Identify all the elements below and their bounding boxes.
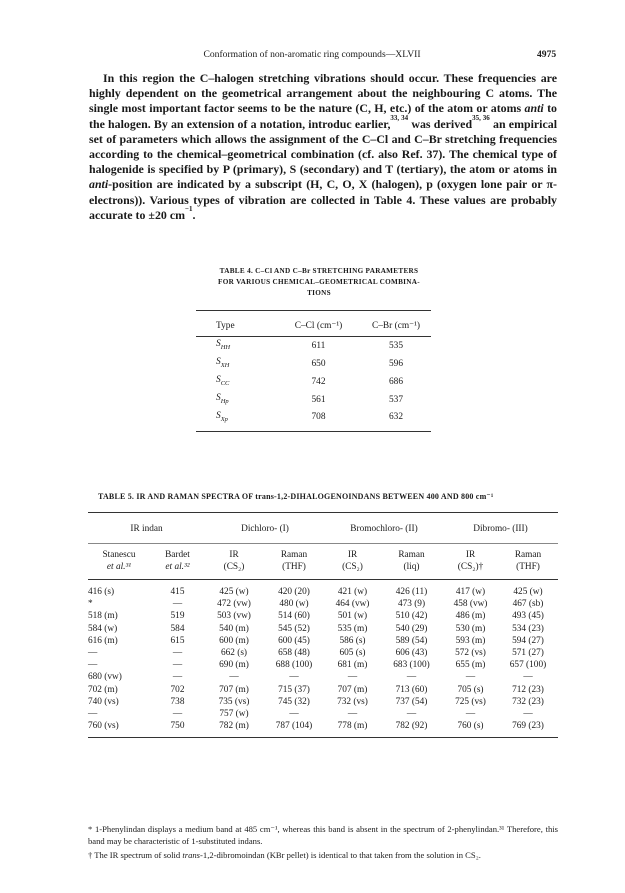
- table5-cell: —: [406, 672, 417, 683]
- table5-cell: 787 (104): [263, 720, 325, 738]
- table5-cell: 707 (m): [337, 684, 368, 695]
- table4-cell: 537: [388, 394, 404, 405]
- table5-sub-header: (CS₂)†: [443, 561, 498, 580]
- table5-cell: 518 (m): [88, 611, 118, 622]
- table5-cell: —: [523, 709, 533, 720]
- table5-cell: 584: [170, 623, 185, 634]
- table5-cell: —: [88, 648, 98, 659]
- table5-cell: 593 (m): [455, 635, 486, 646]
- table4-row: [196, 373, 431, 391]
- table4-cell: 742: [311, 376, 326, 387]
- table5-row: [88, 720, 558, 738]
- table5-sub-header: Bardet: [165, 550, 190, 560]
- table5-cell: 707 (m): [219, 684, 249, 695]
- table5-cell: 738: [170, 696, 185, 707]
- table5-row: [88, 623, 558, 635]
- table5-cell: 657 (100): [509, 660, 547, 671]
- table5-cell: 769 (23): [498, 720, 558, 738]
- table5-cell: *: [88, 599, 93, 610]
- table5-cell: 600 (m): [219, 635, 249, 646]
- table4-caption: TABLE 4. C–Cl AND C–Br STRETCHING PARAMETERS FOR VARIOUS CHEMICAL–GEOMETRICAL COMBINA- TIONS: [218, 267, 420, 297]
- table5-cell: 416 (s): [88, 587, 115, 597]
- table5-cell: —: [172, 672, 183, 683]
- table5-cell: 606 (43): [395, 648, 428, 659]
- table5-cell: 417 (w): [455, 587, 486, 597]
- table5-cell: 425 (w): [513, 587, 543, 597]
- table5-row: [88, 708, 558, 720]
- table5-cell: 690 (m): [219, 660, 249, 671]
- footnote-asterisk: * 1-Phenylindan displays a medium band at 485 cm⁻¹, whereas this band is absent in the spectrum of 2-phenylindan.³¹ Therefore, this band may be characteristic of 1-substituted indans.: [88, 824, 558, 846]
- table4-cell: 632: [361, 409, 431, 432]
- table5-cell: —: [229, 672, 239, 683]
- table5-sub-header: Raman: [280, 550, 308, 560]
- table5-cell: 415: [170, 587, 185, 597]
- table5-cell: 740 (vs): [88, 696, 119, 707]
- table4-cell: $S_{XH}$: [216, 356, 230, 369]
- table5-group-header: Bromochloro- (II): [325, 513, 443, 544]
- table5-sub-header: Stanescu: [102, 550, 136, 560]
- table5-cell: 732 (23): [512, 696, 544, 707]
- table5-cell: 713 (60): [395, 684, 428, 695]
- table5-row: [88, 659, 558, 671]
- table5-group-header: Dibromo- (III): [443, 513, 558, 544]
- table4-cell: 686: [388, 376, 404, 387]
- table5-cell: 662 (s): [220, 648, 248, 659]
- table5-row: [88, 580, 558, 599]
- table4-cell: 561: [311, 394, 326, 405]
- table5-sub-header: IR: [465, 550, 476, 560]
- table5-cell: 503 (vw): [217, 611, 251, 622]
- table5-group-header: IR indan: [88, 513, 205, 544]
- table4-row: [196, 337, 431, 355]
- table5-cell: 501 (w): [337, 611, 368, 622]
- table5-cell: 486 (m): [455, 611, 486, 622]
- running-head: Conformation of non-aromatic ring compounds—XLVII: [203, 49, 421, 60]
- table5-cell: 655 (m): [455, 660, 486, 671]
- table5-cell: 757 (w): [219, 709, 249, 720]
- table5-cell: 705 (s): [457, 684, 484, 695]
- table4-cell: $S_{Hp}$: [216, 392, 229, 405]
- table5-cell: 715 (37): [278, 684, 310, 695]
- table5-cell: 425 (w): [219, 587, 249, 597]
- table4: [196, 310, 431, 432]
- table5-cell: —: [289, 672, 299, 683]
- table5-cell: 782 (92): [380, 720, 443, 738]
- table4-row: [196, 391, 431, 409]
- table5-cell: 615: [170, 635, 185, 646]
- table4-cell: $S_{Xp}$: [196, 409, 276, 432]
- table4-cell: $S_{HH}$: [216, 339, 231, 351]
- table5-cell: 616 (m): [88, 635, 118, 646]
- table4-header: Type: [196, 311, 276, 337]
- table5-cell: —: [289, 709, 299, 720]
- table4-cell: 596: [388, 358, 404, 369]
- table5-cell: 545 (52): [278, 623, 310, 634]
- table5-cell: —: [465, 709, 476, 720]
- table5-cell: 584 (w): [88, 623, 118, 634]
- table5-cell: 760 (s): [443, 720, 498, 738]
- table5-cell: 732 (vs): [337, 696, 368, 707]
- page-number: 4975: [537, 49, 557, 60]
- table4-header: C–Br (cm⁻¹): [361, 311, 431, 337]
- table5-sub-header: (CS₂): [205, 561, 263, 580]
- table5-cell: —: [465, 672, 476, 683]
- table5-cell: 530 (m): [455, 623, 486, 634]
- table5-row: [88, 598, 558, 610]
- table5-cell: 782 (m): [205, 720, 263, 738]
- table5-cell: 737 (54): [395, 696, 428, 707]
- table5-cell: 735 (vs): [218, 696, 250, 707]
- table5-cell: 572 (vs): [455, 648, 486, 659]
- table5-cell: 514 (60): [278, 611, 310, 622]
- table5-cell: 467 (sb): [512, 599, 544, 610]
- table5-group-header: Dichloro- (I): [205, 513, 325, 544]
- body-paragraph: In this region the C–halogen stretching vibrations should occur. These frequencies are highly dependent on the geometrical arrangement about the neighbouring C atoms. The single most important factor seems to be the nature (C, H, etc.) of the atom or atoms anti to the halogen. By an extension of a notation, introduc earlier,$^{33, 34}$ was derived$^{35, 36}$ an empirical set of parameters which allows the assignment of the C–Cl and C–Br stretching frequencies according to the chemical–geometrical combination (cf. also Ref. 37). The chemical type of halogenide is specified by P (primary), S (secondary) and T (tertiary), the atom or atoms in anti-position are indicated by a subscript (H, C, O, X (halogen), p (oxygen lone pair or π-electrons)). Various types of vibration are collected in Table 4. These values are probably accurate to ±20 $cm^{-1}$.: [89, 71, 558, 222]
- table5-cell: 464 (vw): [335, 599, 370, 610]
- table5-cell: 586 (s): [339, 635, 366, 646]
- table5-sub-header: (CS₂): [325, 561, 380, 580]
- table5-cell: —: [406, 709, 417, 720]
- table5-sub-header: (THF): [498, 561, 558, 580]
- table5-cell: 493 (45): [512, 611, 544, 622]
- table5-cell: 605 (s): [339, 648, 366, 659]
- table5-cell: 702 (m): [88, 684, 118, 695]
- table4-row: [196, 409, 431, 432]
- table5-sub-header: (liq): [380, 561, 443, 580]
- table5-cell: 745 (32): [278, 696, 310, 707]
- table4-cell: $S_{CC}$: [216, 374, 230, 387]
- table5-row: [88, 684, 558, 696]
- table5-cell: 778 (m): [325, 720, 380, 738]
- table5-sub-header: (THF): [263, 561, 325, 580]
- table5-cell: 535 (m): [337, 623, 368, 634]
- table5-cell: 760 (vs): [88, 720, 150, 738]
- table5-cell: 473 (9): [397, 599, 426, 610]
- table5-cell: —: [88, 660, 98, 671]
- table5-cell: 472 (vw): [217, 599, 251, 610]
- table5-row: [88, 635, 558, 647]
- table4-cell: 650: [311, 358, 326, 369]
- table5-cell: 702: [170, 684, 185, 695]
- table5-cell: 688 (100): [275, 660, 313, 671]
- table5-cell: 680 (vw): [88, 672, 122, 683]
- table5-cell: 681 (m): [337, 660, 368, 671]
- table5-cell: 420 (20): [278, 587, 310, 597]
- table5-cell: 600 (45): [278, 635, 310, 646]
- table5-cell: 571 (27): [512, 648, 544, 659]
- table5-sub-header: et al.³²: [150, 561, 205, 580]
- table5-cell: 725 (vs): [455, 696, 486, 707]
- table5-cell: 750: [150, 720, 205, 738]
- table4-cell: 611: [311, 340, 326, 351]
- table5-cell: 421 (w): [337, 587, 368, 597]
- footnote-dagger: † The IR spectrum of solid trans-1,2-dibromoindan (KBr pellet) is identical to that taken from the solution in CS₂.: [88, 850, 481, 860]
- table4-cell: 535: [388, 340, 404, 351]
- table4-header: C–Cl (cm⁻¹): [276, 311, 361, 337]
- table5-sub-header: IR: [347, 550, 358, 560]
- table5-cell: 480 (w): [279, 599, 309, 610]
- table5-row: [88, 671, 558, 683]
- table5-sub-header: Raman: [398, 550, 425, 560]
- table5-cell: —: [347, 672, 358, 683]
- table5-cell: 426 (11): [395, 587, 428, 597]
- table5-caption: TABLE 5. IR AND RAMAN SPECTRA OF trans-1,2-DIHALOGENOINDANS BETWEEN 400 AND 800 cm⁻¹: [98, 492, 494, 501]
- table5-cell: 458 (vw): [453, 599, 488, 610]
- table5-row: [88, 610, 558, 622]
- table5-cell: 683 (100): [393, 660, 430, 671]
- table5-cell: —: [88, 709, 98, 720]
- table4-cell: 708: [276, 409, 361, 432]
- table5-cell: —: [523, 672, 533, 683]
- table5-cell: 712 (23): [512, 684, 544, 695]
- table5-sub-header: IR: [229, 550, 239, 560]
- table5-cell: —: [172, 709, 183, 720]
- table5-sub-header: et al.³¹: [88, 561, 150, 580]
- table5-cell: 658 (48): [278, 648, 310, 659]
- table5-cell: 519: [170, 611, 185, 622]
- table5-row: [88, 647, 558, 659]
- table5-cell: —: [172, 599, 183, 610]
- table5-cell: 534 (23): [512, 623, 544, 634]
- table4-row: [196, 355, 431, 373]
- table5-cell: —: [347, 709, 358, 720]
- table5-cell: 540 (29): [395, 623, 428, 634]
- table5-cell: 540 (m): [219, 623, 249, 634]
- table5-sub-header: Raman: [514, 550, 542, 560]
- table5-cell: 510 (42): [395, 611, 428, 622]
- table5-cell: —: [172, 660, 183, 671]
- table5-cell: —: [172, 648, 183, 659]
- table5-cell: 589 (54): [395, 635, 428, 646]
- table5: [88, 512, 558, 738]
- table5-cell: 594 (27): [512, 635, 544, 646]
- table5-row: [88, 696, 558, 708]
